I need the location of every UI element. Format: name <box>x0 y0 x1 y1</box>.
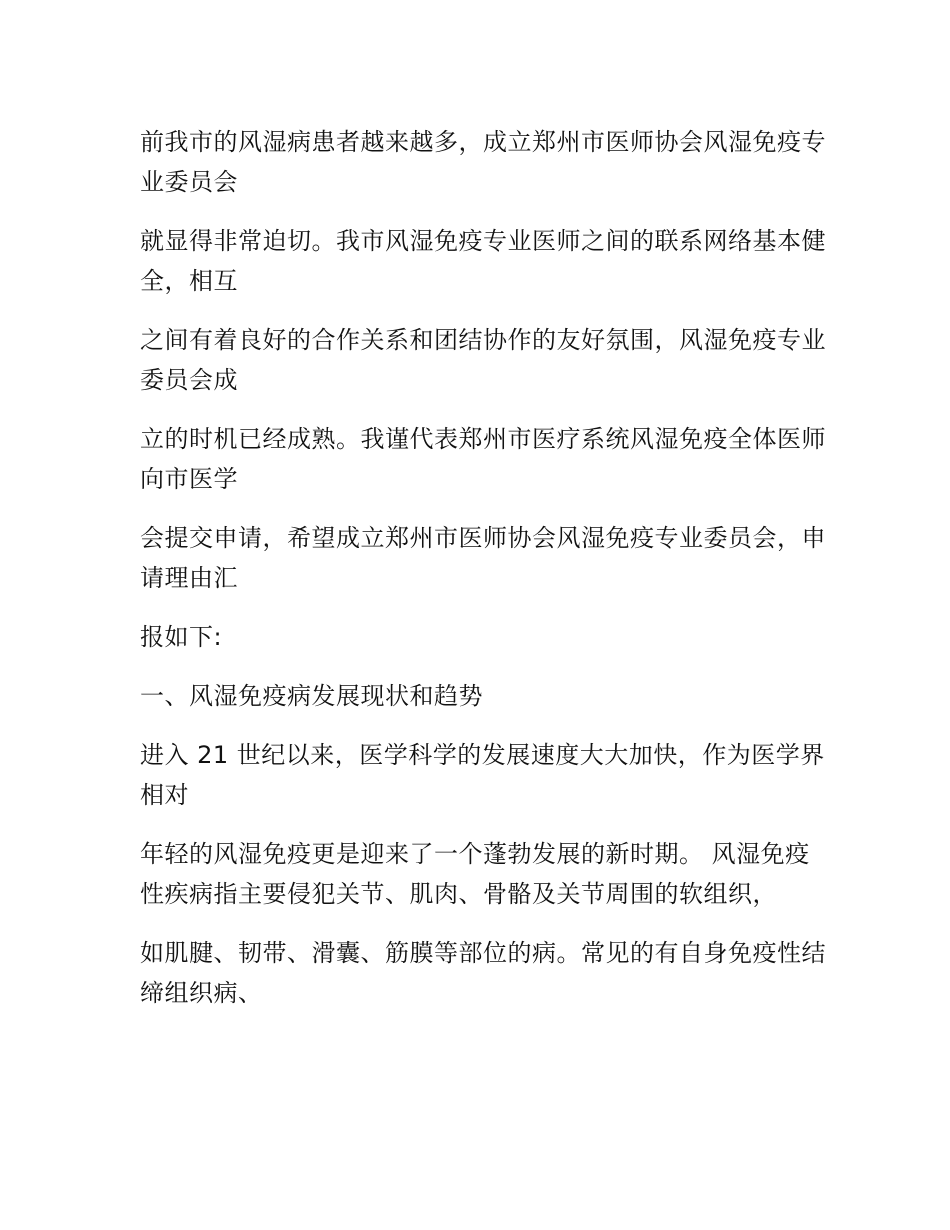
paragraph-2: 就显得非常迫切。我市风湿免疫专业医师之间的联系网络基本健全，相互 <box>140 227 826 295</box>
paragraph-1: 前我市的风湿病患者越来越多，成立郑州市医师协会风湿免疫专业委员会 <box>140 128 826 196</box>
paragraph-6: 报如下: <box>140 623 223 651</box>
paragraph-8: 年轻的风湿免疫更是迎来了一个蓬勃发展的新时期。 风湿免疫性疾病指主要侵犯关节、肌肉、骨骼及关节周围的软组织， <box>140 840 810 908</box>
paragraph-9: 如肌腱、韧带、滑囊、筋膜等部位的病。常见的有自身免疫性结缔组织病、 <box>140 939 826 1007</box>
paragraph-7: 进入 21 世纪以来，医学科学的发展速度大大加快，作为医学界相对 <box>140 741 825 809</box>
paragraph-5: 会提交申请，希望成立郑州市医师协会风湿免疫专业委员会，申请理由汇 <box>140 524 826 592</box>
paragraph-3: 之间有着良好的合作关系和团结协作的友好氛围，风湿免疫专业委员会成 <box>140 326 826 394</box>
section-heading: 一、风湿免疫病发展现状和趋势 <box>140 682 483 710</box>
paragraph-4: 立的时机已经成熟。我谨代表郑州市医疗系统风湿免疫全体医师向市医学 <box>140 425 826 493</box>
